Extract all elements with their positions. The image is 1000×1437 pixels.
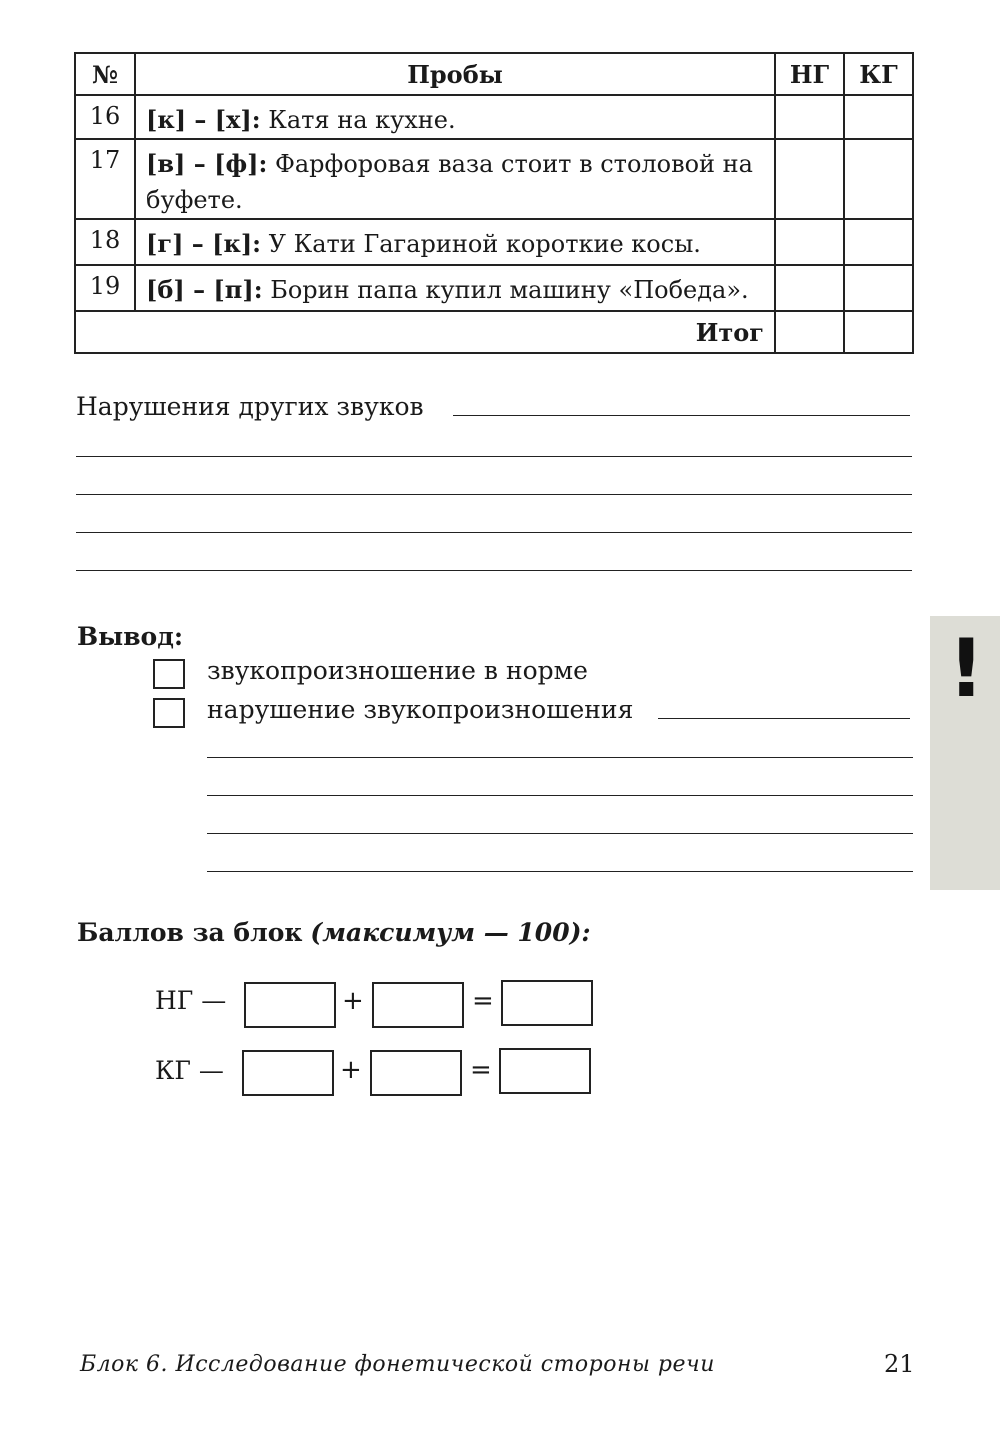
table-row [75, 265, 913, 311]
header-kg: КГ [844, 53, 913, 95]
norm-checkbox[interactable] [153, 659, 185, 689]
write-line[interactable] [207, 757, 913, 758]
row-probe [135, 219, 775, 265]
header-ng: НГ [775, 53, 844, 95]
total-label: Итог [75, 311, 775, 353]
row-sounds: [б] – [п]: [146, 275, 263, 304]
probes-table [74, 52, 914, 354]
row-sounds: [в] – [ф]: [146, 149, 268, 178]
write-line[interactable] [76, 456, 912, 457]
write-line[interactable] [207, 833, 913, 834]
row-number: 18 [75, 219, 135, 265]
ng-score-result[interactable] [501, 980, 593, 1026]
kg-total-cell[interactable] [844, 311, 913, 353]
ng-cell[interactable] [775, 139, 844, 219]
kg-score-box-2[interactable] [370, 1050, 462, 1096]
write-line[interactable] [453, 415, 910, 416]
write-line[interactable] [76, 494, 912, 495]
row-text: Борин папа купил машину «Победа». [262, 276, 749, 304]
ng-cell[interactable] [775, 95, 844, 139]
write-line[interactable] [207, 795, 913, 796]
row-number: 16 [75, 95, 135, 139]
table-row [75, 95, 913, 139]
footer-block-title: Блок 6. Исследование фонетической стороны речи [80, 1352, 715, 1377]
kg-score-label: КГ — [155, 1056, 224, 1085]
disorder-option-label: нарушение звукопроизношения [207, 695, 634, 724]
equals-sign: = [470, 1055, 492, 1085]
plus-sign: + [342, 986, 364, 1016]
ng-score-label: НГ — [155, 986, 227, 1015]
row-text: Фарфоровая ваза стоит в столовой на буфете. [146, 150, 753, 214]
write-line[interactable] [76, 570, 912, 571]
exclamation-icon: ! [948, 622, 985, 715]
ng-total-cell[interactable] [775, 311, 844, 353]
write-line[interactable] [76, 532, 912, 533]
kg-cell[interactable] [844, 95, 913, 139]
row-text: Катя на кухне. [260, 106, 456, 134]
ng-score-box-1[interactable] [244, 982, 336, 1028]
row-probe [135, 139, 775, 219]
write-line[interactable] [207, 871, 913, 872]
header-num: № [75, 53, 135, 95]
header-probes: Пробы [135, 53, 775, 95]
conclusion-title: Вывод: [77, 622, 184, 651]
ng-cell[interactable] [775, 265, 844, 311]
row-number: 17 [75, 139, 135, 219]
score-heading [77, 918, 591, 947]
page-number: 21 [884, 1350, 915, 1378]
kg-cell[interactable] [844, 219, 913, 265]
other-sounds-label: Нарушения других звуков [76, 392, 424, 421]
write-line[interactable] [658, 718, 910, 719]
row-sounds: [г] – [к]: [146, 229, 262, 258]
score-note: (максимум — 100): [310, 918, 591, 947]
disorder-checkbox[interactable] [153, 698, 185, 728]
norm-option-label: звукопроизношение в норме [207, 656, 588, 685]
kg-score-result[interactable] [499, 1048, 591, 1094]
plus-sign: + [340, 1055, 362, 1085]
kg-score-box-1[interactable] [242, 1050, 334, 1096]
table-row [75, 219, 913, 265]
table-row [75, 139, 913, 219]
ng-cell[interactable] [775, 219, 844, 265]
row-text: У Кати Гагариной короткие косы. [261, 230, 701, 258]
ng-score-box-2[interactable] [372, 982, 464, 1028]
kg-cell[interactable] [844, 265, 913, 311]
equals-sign: = [472, 986, 494, 1016]
row-number: 19 [75, 265, 135, 311]
score-title: Баллов за блок [77, 918, 303, 947]
row-sounds: [к] – [х]: [146, 105, 261, 134]
row-probe [135, 265, 775, 311]
kg-cell[interactable] [844, 139, 913, 219]
total-row [75, 311, 913, 353]
table-header-row [75, 53, 913, 95]
row-probe [135, 95, 775, 139]
